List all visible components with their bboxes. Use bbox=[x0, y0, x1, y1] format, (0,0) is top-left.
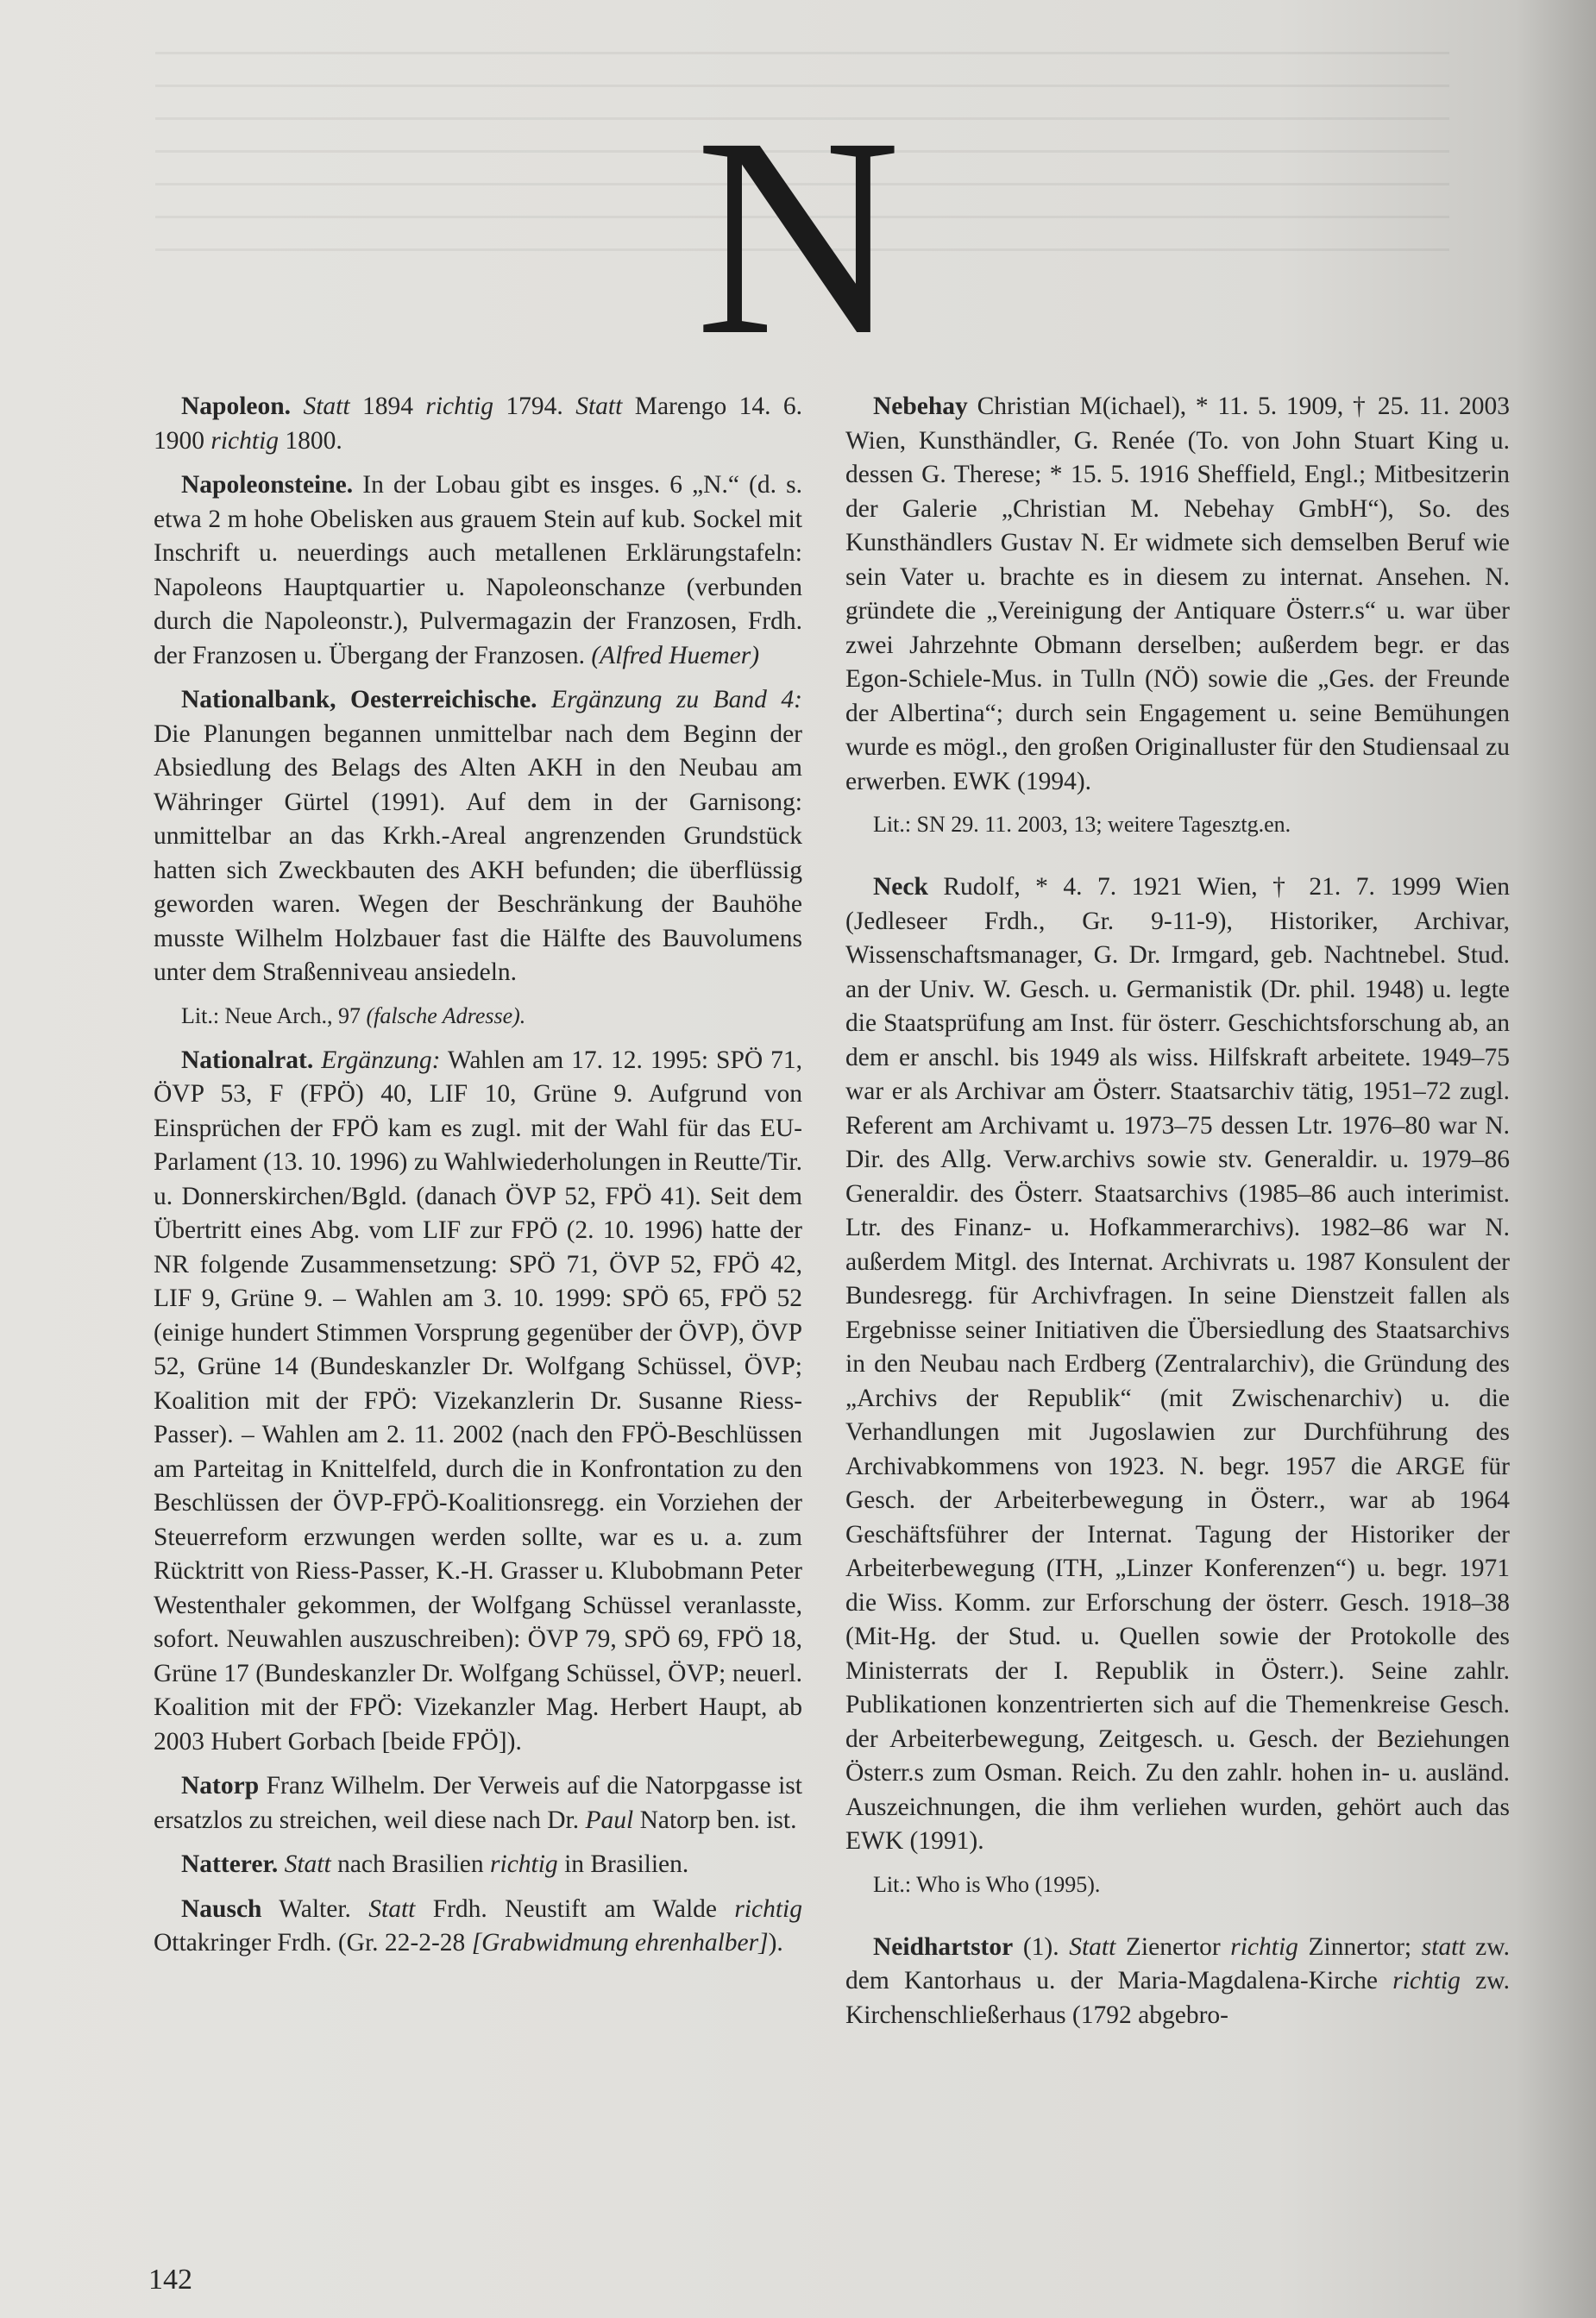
italic-text: richtig bbox=[1392, 1967, 1461, 1994]
text-run bbox=[313, 1046, 321, 1074]
page-number: 142 bbox=[148, 2264, 192, 2296]
indent bbox=[154, 471, 181, 499]
literature-note bbox=[181, 1001, 802, 1032]
text-run: in Brasilien. bbox=[557, 1850, 689, 1878]
left-column bbox=[154, 390, 802, 1971]
text-run: Lit.: Neue Arch., 97 bbox=[181, 1002, 367, 1028]
entry-headword: Napoleonsteine. bbox=[181, 471, 354, 499]
lexicon-entry bbox=[845, 1931, 1510, 2033]
italic-text: (Alfred Huemer) bbox=[591, 641, 760, 669]
text-run: Lit.: Who is Who (1995). bbox=[873, 1871, 1101, 1897]
lexicon-entry bbox=[154, 1848, 802, 1882]
text-run: Zinnertor; bbox=[1298, 1932, 1422, 1961]
italic-text: [Grabwidmung ehrenhalber] bbox=[471, 1929, 769, 1957]
text-run: Rudolf, * 4. 7. 1921 Wien, † 21. 7. 1999 Wien (Jedleseer Frdh., Gr. 9-11-9), Historiker, Archivar, Wissenschaftsmanager, G. Dr. Irmgard, geb. Nachtnebel. Stud. an der Univ. W. Gesch. u. Germanistik (Dr. phil. 1948) u. legte die Staatsprüfung am Inst. für österr. Geschichtsforschung ab, an dem er anschl. bis 1949 als wiss. Hilfskraft arbeitete. 1949–75 war er als Archivar am Österr. Staatsarchiv tätig, 1951–72 zugl. Referent am Archivamt u. 1973–75 dessen Ltr. 1976–80 war N. Dir. des Allg. Verw.archivs sowie stv. Generaldir. u. 1979–86 Generaldir. des Österr. Staatsarchivs (1985–86 auch interimist. Ltr. des Finanz- u. Hofkammerarchivs). 1982–86 war N. außerdem Mitgl. des Internat. Archivrats u. 1987 Konsulent der Bundesregg. für Archivfragen. In seine Dienstzeit fallen als Ergebnisse seiner Initiativen die Übersiedlung des Staatsarchivs in den Neubau nach Erdberg (Zentralarchiv), die Gründung des „Archivs der Republik“ (mit Zwischenarchiv) u. die Verhandlungen mit Jugoslawien zur Durchführung des Archivabkommens von 1923. N. begr. 1957 die ARGE für Gesch. der Arbeiterbewegung in Österr., war ab 1964 Geschäftsführer der Internat. Tagung der Historiker der Arbeiterbewegung (ITH, „Linzer Konferenzen“) u. begr. 1971 die Wiss. Komm. zur Erforschung der österr. Gesch. 1918–38 (Mit-Hg. der Stud. u. Quellen sowie der Protokolle des Ministerrats der I. Republik in Österr.). Seine zahlr. Publikationen konzentrierten sich auf die Themenkreise Gesch. der Arbeiterbewegung, Zeitgesch. u. Gesch. der Beziehungen Österr.s zum Osman. Reich. Zu den zahlr. hohen in- u. ausländ. Auszeichnungen, die ihm verliehen wurden, gehört auch das EWK (1991). bbox=[845, 873, 1510, 1855]
text-run: Natorp ben. ist. bbox=[633, 1806, 797, 1834]
text-run: (1). bbox=[1013, 1932, 1070, 1961]
text-run: Frdh. Neustift am Walde bbox=[415, 1894, 735, 1923]
literature-note bbox=[873, 809, 1510, 840]
italic-text: richtig bbox=[425, 393, 494, 420]
italic-text: richtig bbox=[210, 426, 280, 455]
text-run: Marengo 14. 6. 1900 bbox=[154, 393, 803, 455]
italic-text: Ergänzung zu Band 4: bbox=[551, 686, 802, 713]
indent bbox=[845, 393, 873, 420]
italic-text: statt bbox=[1421, 1932, 1466, 1961]
indent bbox=[845, 873, 873, 901]
italic-text: Statt bbox=[368, 1894, 416, 1923]
lexicon-entry bbox=[845, 870, 1510, 1859]
text-run bbox=[291, 393, 303, 420]
lexicon-entry bbox=[154, 468, 802, 673]
text-run: Die Planungen begannen unmittelbar nach dem Beginn der Absiedlung des Belags des Alten AKH in den Neubau am Währinger Gürtel (1991). Auf dem in der Garnisong: unmittelbar an das Krkh.-Areal angrenzenden Grundstück hatten sich Zweckbauten des AKH befunden; die überflüssig geworden waren. Wegen der Beschränkung der Bauhöhe musste Wilhelm Holzbauer fast die Hälfte des Bauvolumens unter dem Straßenniveau ansiedeln. bbox=[154, 719, 802, 986]
italic-text: Ergänzung: bbox=[321, 1046, 441, 1074]
text-run: Wahlen am 17. 12. 1995: SPÖ 71, ÖVP 53, F (FPÖ) 40, LIF 10, Grüne 9. Aufgrund von Einsprüchen der FPÖ kam es zugl. mit der Wahl für das EU-Parlament (13. 10. 1996) zu Wahlwiederholungen in Reutte/Tir. u. Donnerskirchen/Bgld. (danach ÖVP 52, FPÖ 41). Seit dem Übertritt eines Abg. vom LIF zur FPÖ (2. 10. 1996) hatte der NR folgende Zusammensetzung: SPÖ 71, ÖVP 52, FPÖ 42, LIF 9, Grüne 9. – Wahlen am 3. 10. 1999: SPÖ 65, FPÖ 52 (einige hundert Stimmen Vorsprung gegenüber der ÖVP), ÖVP 52, Grüne 14 (Bundeskanzler Dr. Wolfgang Schüssel, ÖVP; Koalition mit der FPÖ: Vizekanzlerin Dr. Susanne Riess-Passer). – Wahlen am 2. 11. 2002 (nach den FPÖ-Beschlüssen am Parteitag in Knittelfeld, durch die in Konfrontation zu den Beschlüssen der ÖVP-FPÖ-Koalitionsregg. ein Vorziehen der Steuerreform erzwungen werden sollte, war es u. a. zum Rücktritt von Riess-Passer, K.-H. Grasser u. Klubobmann Peter Westenthaler gekommen, der Wolfgang Schüssel veranlasste, sofort. Neuwahlen auszuschreiben): ÖVP 79, SPÖ 69, FPÖ 18, Grüne 17 (Bundeskanzler Dr. Wolfgang Schüssel, ÖVP; neuerl. Koalition mit der FPÖ: Vizekanzler Mag. Herbert Haupt, ab 2003 Hubert Gorbach [beide FPÖ]). bbox=[154, 1046, 802, 1756]
text-run: 1794. bbox=[493, 393, 576, 420]
indent bbox=[845, 1933, 873, 1961]
text-run: Zienertor bbox=[1115, 1932, 1231, 1961]
lexicon-entry bbox=[154, 1769, 802, 1837]
text-run: Ottakringer Frdh. (Gr. 22-2-28 bbox=[154, 1929, 472, 1957]
text-run: zw. Kirchenschließerhaus (1792 abgebro- bbox=[845, 1967, 1510, 2029]
text-run bbox=[537, 686, 552, 713]
entry-headword: Napoleon. bbox=[181, 393, 292, 420]
italic-text: richtig bbox=[1230, 1932, 1298, 1961]
literature-note bbox=[873, 1869, 1510, 1900]
lexicon-entry bbox=[154, 1044, 802, 1760]
italic-text: richtig bbox=[734, 1894, 802, 1923]
text-run: Walter. bbox=[261, 1894, 369, 1923]
italic-text: Statt bbox=[284, 1850, 331, 1878]
text-run: Christian M(ichael), * 11. 5. 1909, † 25. 11. 2003 Wien, Kunsthändler, G. Renée (To. von John Stuart King u. dessen G. Therese; * 15. 5. 1916 Sheffield, Engl.; Mitbesitzerin der Galerie „Christian M. Nebehay GmbH“), So. des Kunsthändlers Gustav N. Er widmete sich demselben Beruf wie sein Vater u. brachte es in diesem zu internat. Ansehen. N. gründete die „Vereinigung der Antiquare Österr.s“ u. war über zwei Jahrzehnte Obmann derselben; außerdem begr. er das Egon-Schiele-Mus. in Tulln (NÖ) sowie die „Ges. der Freunde der Albertina“; durch sein Engagement u. seine Bemühungen wurde es mögl., den großen Originalluster für den Studiensaal zu erwerben. EWK (1994). bbox=[845, 393, 1510, 795]
indent bbox=[154, 686, 181, 713]
entry-headword: Nausch bbox=[181, 1894, 262, 1923]
indent bbox=[154, 393, 181, 420]
italic-text: richtig bbox=[490, 1850, 558, 1878]
right-column bbox=[845, 390, 1510, 2043]
lexicon-entry bbox=[154, 390, 802, 458]
indent bbox=[154, 1850, 181, 1878]
italic-text: Statt bbox=[575, 393, 623, 420]
text-run: ). bbox=[768, 1929, 783, 1957]
text-run: zw. dem Kantorhaus u. der Maria-Magdalena-Kirche bbox=[845, 1932, 1510, 1994]
entry-headword: Natorp bbox=[181, 1772, 260, 1800]
lexicon-entry bbox=[845, 390, 1510, 799]
italic-text: Statt bbox=[1069, 1932, 1116, 1961]
entry-headword: Nebehay bbox=[873, 393, 968, 420]
indent bbox=[154, 1895, 181, 1923]
text-run: Franz Wilhelm. Der Verweis auf die Natorpgasse ist ersatzlos zu streichen, weil diese nach Dr. bbox=[154, 1772, 802, 1834]
text-run bbox=[278, 1850, 284, 1878]
italic-text: (falsche Adresse). bbox=[366, 1002, 526, 1028]
lexicon-entry bbox=[154, 683, 802, 990]
entry-headword: Neidhartstor bbox=[873, 1932, 1014, 1961]
entry-headword: Nationalrat. bbox=[181, 1046, 314, 1074]
text-run: Lit.: SN 29. 11. 2003, 13; weitere Tagesztg.en. bbox=[873, 812, 1291, 837]
italic-text: Paul bbox=[585, 1806, 634, 1834]
entry-spacer bbox=[845, 852, 1510, 853]
indent bbox=[154, 1046, 181, 1074]
text-run: 1894 bbox=[349, 393, 426, 420]
section-letter: N bbox=[694, 79, 902, 394]
entry-headword: Nationalbank, Oesterreichische. bbox=[181, 686, 537, 713]
text-run: In der Lobau gibt es insges. 6 „N.“ (d. s. etwa 2 m hohe Obelisken aus grauem Stein auf kub. Sockel mit Inschrift u. neuerdings auch metallenen Erklärungstafeln: Napoleons Hauptquartier u. Napoleonschanze (verbunden durch die Napoleonstr.), Pulvermagazin der Franzosen, Frdh. der Franzosen u. Übergang der Franzosen. bbox=[154, 471, 802, 669]
indent bbox=[154, 1772, 181, 1800]
entry-headword: Natterer. bbox=[181, 1850, 279, 1878]
lexicon-entry bbox=[154, 1893, 802, 1961]
entry-headword: Neck bbox=[873, 873, 928, 901]
italic-text: Statt bbox=[303, 393, 350, 420]
text-run: nach Brasilien bbox=[330, 1850, 491, 1878]
text-run: 1800. bbox=[279, 426, 342, 455]
